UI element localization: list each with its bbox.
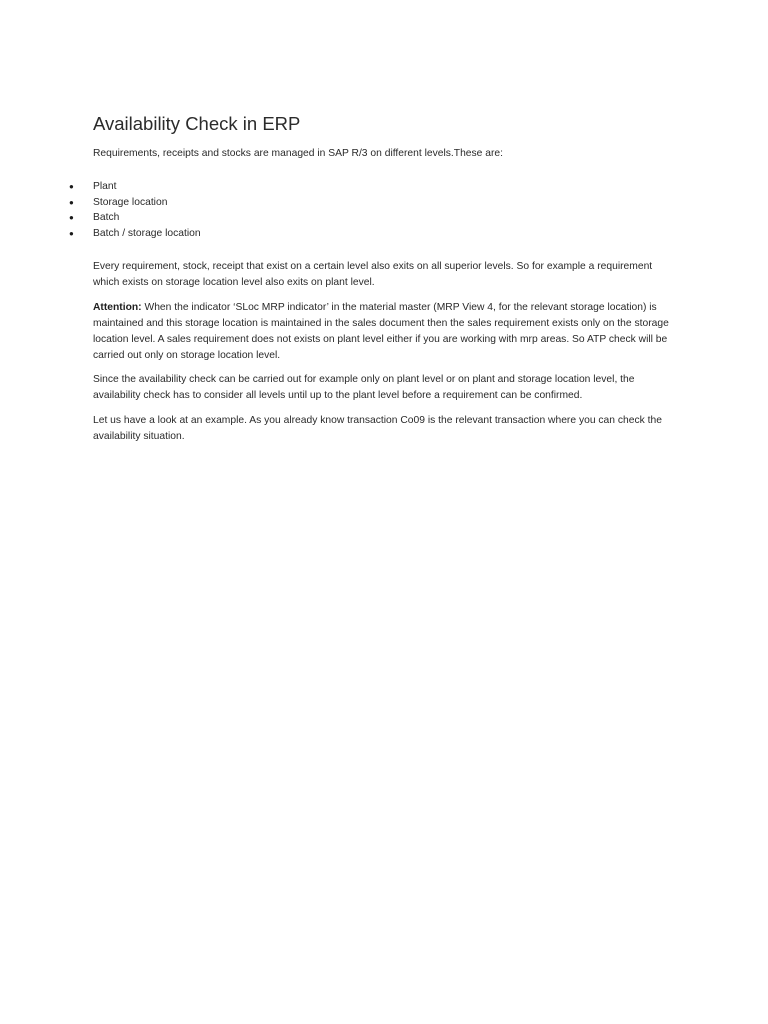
example-paragraph: Let us have a look at an example. As you already know transaction Co09 is the relevant transaction where you can check the availability situation.	[93, 415, 662, 442]
attention-text: When the indicator ‘SLoc MRP indicator’ in the material master (MRP View 4, for the relevant storage location) is maintained and this storage location is maintained in the sales document then the sales requirement exists only on the storage location level. A sales requirement does not exists on plant level either if you are working with mrp areas. So ATP check will be carried out only on storage location level.	[93, 302, 669, 361]
superior-levels-paragraph: Every requirement, stock, receipt that exist on a certain level also exits on all superior levels. So for example a requirement which exists on storage location level also exits on plant level.	[93, 261, 653, 288]
list-item-label: Plant	[93, 181, 117, 192]
list-item-label: Storage location	[93, 196, 168, 208]
page-title: Availability Check in ERP	[93, 113, 301, 134]
bullet-icon: ●	[69, 229, 74, 239]
attention-label: Attention:	[93, 302, 142, 313]
intro-paragraph: Requirements, receipts and stocks are managed in SAP R/3 on different levels.These are:	[93, 148, 504, 159]
list-item-label: Batch / storage location	[93, 228, 201, 240]
bullet-icon: ●	[69, 213, 74, 223]
attention-paragraph	[93, 300, 678, 364]
bullet-icon: ●	[69, 182, 74, 191]
availability-check-paragraph: Since the availability check can be carried out for example only on plant level or on plant and storage location level, the availability check has to consider all levels until up to the plant level before a requirement can be confirmed.	[93, 374, 635, 401]
list-item-label: Batch	[93, 212, 120, 224]
bullet-icon: ●	[69, 197, 74, 207]
